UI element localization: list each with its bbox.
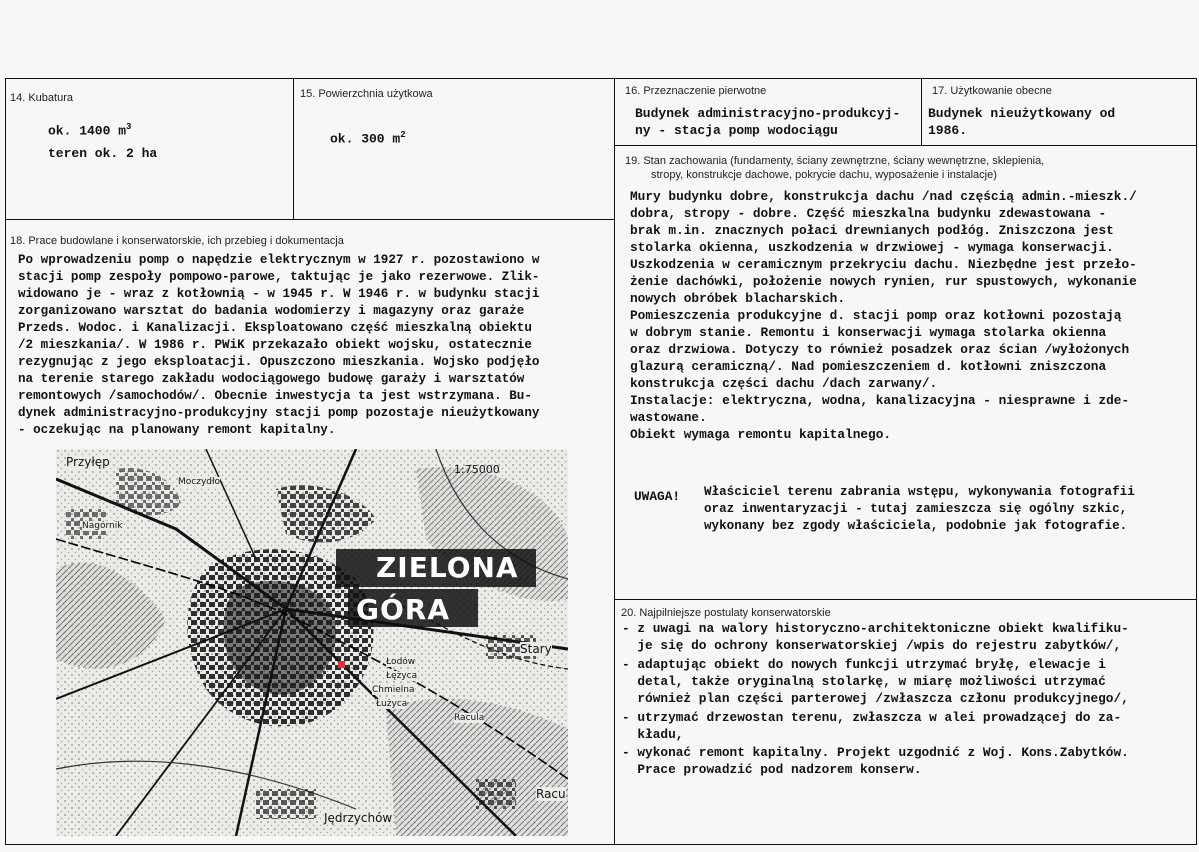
stan-line-14: wastowane. <box>630 410 707 425</box>
postulaty-line-4: detal, także oryginalną stolarkę, w miarę możliwości utrzymać <box>622 674 1106 689</box>
stan-line-3: brak m.in. znacznych połaci drewnianych podłóg. Zniszczona jest <box>630 223 1114 238</box>
uzytkowanie-line-2: 1986. <box>928 123 968 138</box>
map-place-lodow: Łodów <box>386 657 416 667</box>
stan-line-5: Uszkodzenia w ceramicznym przekryciu dachu. Niezbędne jest przeło- <box>630 257 1137 272</box>
field-16-label: 16. Przeznaczenie pierwotne <box>625 85 767 97</box>
prace-line-7: rezygnując z jego eksploatacji. Opuszczono mieszkania. Wojsko podjęło <box>18 355 540 369</box>
stan-line-1: Mury budynku dobre, konstrukcja dachu /nad częścią admin.-mieszk./ <box>630 189 1137 204</box>
postulaty-line-3: - adaptując obiekt do nowych funkcji utrzymać bryłę, elewacje i <box>622 657 1106 672</box>
stan-line-15: Obiekt wymaga remontu kapitalnego. <box>630 427 892 442</box>
map-graphic <box>56 449 568 836</box>
map-place-stary: Stary <box>520 642 552 656</box>
stan-line-4: stolarka okienna, uszkodzenia w drzwiowej - wymaga konserwacji. <box>630 240 1114 255</box>
kubatura-teren: teren ok. 2 ha <box>48 146 158 161</box>
prace-line-3: widowano je - wraz z kotłownią - w 1945 r. W 1946 r. w budynku stacji <box>18 287 540 301</box>
uwaga-label: UWAGA! <box>634 489 681 504</box>
postulaty-line-5: również plan części parterowej /zwłaszcza członu produkcyjnego/, <box>622 691 1129 706</box>
map-scale: 1:75000 <box>454 463 500 476</box>
uwaga-line-3: wykonany bez zgody właściciela, podobnie jak fotografie. <box>704 519 1128 533</box>
field-17-label: 17. Użytkowanie obecne <box>932 85 1052 97</box>
field-19-label-line-2: stropy, konstrukcje dachowe, pokrycie dachu, wyposażenie i instalacje) <box>651 169 997 181</box>
przeznaczenie-line-1: Budynek administracyjno-produkcyj- <box>635 106 901 121</box>
kubatura-value: ok. 1400 $m^3$ <box>48 122 132 139</box>
stan-line-8: Pomieszczenia produkcyjne d. stacji pomp oraz kotłowni pozostają <box>630 308 1122 323</box>
map-place-moczydlo: Moczydło <box>178 477 221 487</box>
postulaty-line-9: Prace prowadzić pod nadzorem konserw. <box>622 762 922 777</box>
postulaty-line-1: - z uwagi na walory historyczno-architektoniczne obiekt kwalifiku- <box>622 621 1129 636</box>
field-17-uzytkowanie <box>921 78 1197 146</box>
field-18-label: 18. Prace budowlane i konserwatorskie, ich przebieg i dokumentacja <box>10 235 344 247</box>
field-15-powierzchnia <box>293 78 615 220</box>
postulaty-line-2: je się do ochrony konserwatorskiej /wpis do rejestru zabytków/, <box>622 638 1122 653</box>
prace-line-4: zorganizowano warsztat do badania wodomierzy i magazyny oraz garaże <box>18 304 525 318</box>
map-place-przylep: Przyłęp <box>66 455 110 469</box>
stan-line-6: żenie dachówki, położenie nowych rynien, rur spustowych, wykonanie <box>630 274 1137 289</box>
postulaty-line-7: kładu, <box>622 727 684 742</box>
stan-line-13: Instalacje: elektryczna, wodna, kanalizacyjna - niesprawne i zde- <box>630 393 1130 408</box>
location-map <box>56 449 568 836</box>
uwaga-line-1: Właściciel terenu zabrania wstępu, wykonywania fotografii <box>704 485 1135 499</box>
field-19-label-line-1: 19. Stan zachowania (fundamenty, ściany zewnętrzne, ściany wewnętrzne, sklepienia, <box>625 155 1045 167</box>
map-city-name-line-1: ZIELONA <box>376 551 519 584</box>
field-20-label: 20. Najpilniejsze postulaty konserwatorskie <box>621 607 831 619</box>
prace-line-2: stacji pomp zespoły pompowo-parowe, taktując je jako rezerwowe. Zlik- <box>18 270 540 284</box>
map-place-lezyca: Łężyca <box>386 671 418 681</box>
prace-line-1: Po wprowadzeniu pomp o napędzie elektrycznym w 1927 r. pozostawiono w <box>18 253 540 267</box>
prace-line-10: dynek administracyjno-produkcyjny stacji pomp pozostaje nieużytkowany <box>18 406 540 420</box>
map-city-name-line-2: GÓRA <box>356 593 451 626</box>
stan-line-10: oraz drzwiowa. Dotyczy to również posadzek oraz ścian /wyłożonych <box>630 342 1130 357</box>
uzytkowanie-line-1: Budynek nieużytkowany od <box>928 106 1116 121</box>
uwaga-line-2: oraz inwentaryzacji - tutaj zamieszcza się ogólny szkic, <box>704 502 1128 516</box>
field-14-kubatura <box>5 78 294 220</box>
prace-line-11: - oczekując na planowany remont kapitalny. <box>18 423 336 437</box>
stan-line-2: dobra, stropy - dobre. Część mieszkalna budynku zdewastowana - <box>630 206 1107 221</box>
map-place-jedrzychow: Jędrzychów <box>324 811 393 825</box>
stan-line-12: konstrukcja części dachu /dach zarwany/. <box>630 376 938 391</box>
przeznaczenie-line-2: ny - stacja pomp wodociągu <box>635 123 838 138</box>
prace-line-6: /2 mieszkania/. W 1986 r. PWiK przekazało obiekt wojsku, ostatecznie <box>18 338 532 352</box>
map-place-racula: Racula <box>454 713 485 723</box>
map-place-racu: Racu <box>536 787 566 801</box>
prace-line-9: remontowych /samochodów/. Obecnie inwestycja ta jest wstrzymana. Bu- <box>18 389 532 403</box>
postulaty-line-6: - utrzymać drzewostan terenu, zwłaszcza w alei prowadzącej do za- <box>622 710 1122 725</box>
postulaty-line-8: - wykonać remont kapitalny. Projekt uzgodnić z Woj. Kons.Zabytków. <box>622 745 1129 760</box>
stan-line-7: nowych obróbek blacharskich. <box>630 291 846 306</box>
field-14-label: 14. Kubatura <box>10 92 73 104</box>
field-16-przeznaczenie <box>614 78 922 146</box>
field-15-label: 15. Powierzchnia użytkowa <box>300 88 433 100</box>
prace-line-8: na terenie starego zakładu wodociągowego budowę garaży i warsztatów <box>18 372 525 386</box>
powierzchnia-unit-exponent: 2 <box>400 130 406 140</box>
map-place-nagornik: Nagórnik <box>82 521 123 531</box>
prace-line-5: Przeds. Wodoc. i Kanalizacji. Eksploatowano część mieszkalną obiektu <box>18 321 532 335</box>
map-place-luzyca: Łużyca <box>376 699 408 709</box>
powierzchnia-value: ok. 300 $m^2$ <box>330 130 406 147</box>
object-marker <box>338 661 345 668</box>
kubatura-unit-exponent: 3 <box>126 122 132 132</box>
stan-line-9: w dobrym stanie. Remontu i konserwacji wymaga stolarka okienna <box>630 325 1107 340</box>
map-place-chmielna: Chmielna <box>372 685 415 695</box>
stan-line-11: glazurą ceramiczną/. Nad pomieszczeniem d. kotłowni zniszczona <box>630 359 1107 374</box>
